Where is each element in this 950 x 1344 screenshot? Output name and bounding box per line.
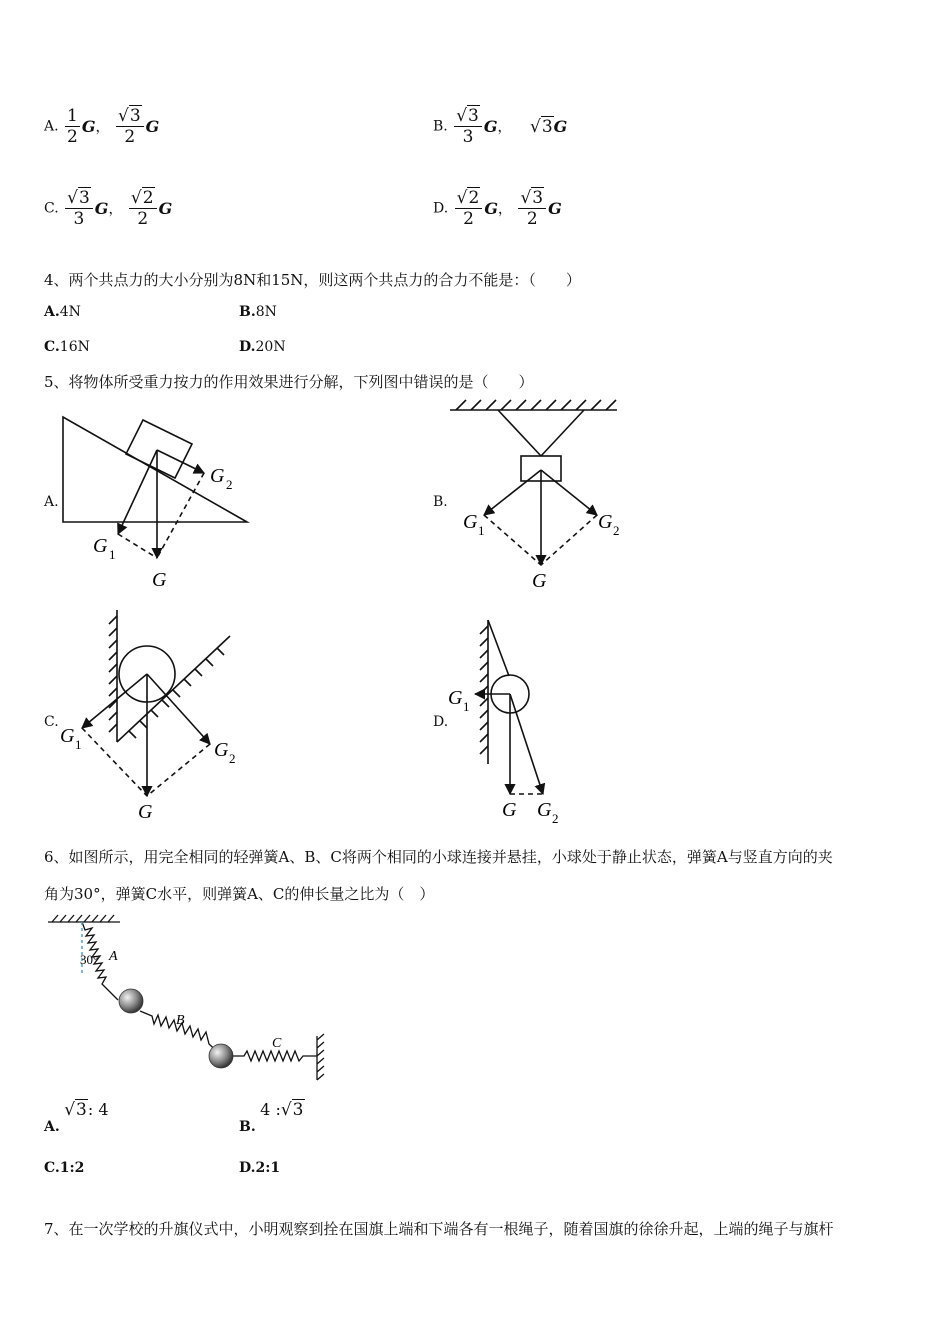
fraction: $\frac{√2}{2}$ [129, 188, 157, 229]
fraction: $\frac{√3}{3}$ [454, 106, 482, 147]
q4-stem: 4、两个共点力的大小分别为8N和15N，则这两个共点力的合力不能是：（ ） [44, 271, 581, 289]
svg-text:1: 1 [478, 523, 485, 538]
spring-c-label: C [272, 1036, 282, 1051]
fraction: $\frac{√3}{2}$ [116, 106, 144, 147]
variable-g: G [81, 117, 96, 136]
option-letter: D. [433, 200, 449, 217]
square-root: √3 [280, 1100, 304, 1120]
q4-option-c[interactable]: C.16N [44, 339, 90, 355]
q4-option-b[interactable]: B.8N [239, 304, 277, 320]
label-g1: G [448, 687, 463, 709]
label-g2: G [598, 511, 613, 533]
label-g1: G [60, 725, 75, 747]
label-g2: G [210, 465, 225, 487]
label-g: G [152, 569, 167, 591]
diagram-c-ball-wall-incline [82, 610, 230, 796]
q3-option-b[interactable]: B. $\frac{√3}{3}$ G， √3G [433, 106, 568, 147]
angle-label: 30° [80, 952, 99, 967]
q6-option-c[interactable]: C.1:2 [44, 1160, 85, 1176]
square-root: √3 [64, 1100, 87, 1120]
q6-stem-line1: 6、如图所示，用完全相同的轻弹簧A、B、C将两个相同的小球连接并悬挂，小球处于静止状态，弹簧A与竖直方向的夹 [44, 848, 833, 866]
variable-g: G [94, 199, 109, 218]
q4-option-a[interactable]: A.4N [44, 304, 81, 320]
variable-g: G [145, 117, 160, 136]
q5-option-a-label[interactable]: A. [44, 494, 59, 510]
q6-option-a[interactable]: A. √3: 4 [44, 1100, 109, 1135]
square-root: √3 [530, 116, 553, 137]
svg-text:1: 1 [75, 737, 82, 752]
fraction: $\frac{√3}{3}$ [65, 188, 93, 229]
variable-g: G [553, 117, 568, 136]
svg-text:1: 1 [109, 547, 116, 562]
q3-option-a[interactable]: A. $\frac{1}{2}$ G， $\frac{√3}{2}$ G [44, 106, 160, 147]
option-letter: C. [44, 200, 59, 217]
svg-text:2: 2 [613, 523, 620, 538]
q3-option-c[interactable]: C. $\frac{√3}{3}$ G， $\frac{√2}{2}$ G [44, 188, 173, 229]
q6-option-b[interactable]: B. 4 :√3 [239, 1100, 304, 1135]
q6-stem-line2: 角为30°，弹簧C水平，则弹簧A、C的伸长量之比为（ ） [44, 885, 435, 903]
variable-g: G [484, 199, 498, 218]
diagram-a-incline [63, 417, 247, 558]
q4-option-d[interactable]: D.20N [239, 339, 286, 355]
fraction: $\frac{1}{2}$ [67, 106, 78, 147]
label-g: G [138, 801, 153, 823]
spring-a-label: A [109, 949, 118, 964]
svg-text:1: 1 [463, 699, 470, 714]
option-letter: A. [44, 118, 59, 135]
label-g1: G [93, 535, 108, 557]
q3-option-d[interactable]: D. $\frac{√2}{2}$ G， $\frac{√3}{2}$ G [433, 188, 562, 229]
label-g: G [502, 799, 517, 821]
diagram-d-ball-on-wall [475, 620, 543, 794]
variable-g: G [158, 199, 173, 218]
label-g: G [532, 570, 547, 592]
q6-spring-diagram [40, 908, 340, 1088]
fraction: $\frac{√2}{2}$ [455, 188, 483, 229]
diagram-b-hanging-box [450, 400, 617, 565]
q5-option-c-label[interactable]: C. [44, 714, 59, 730]
q7-stem: 7、在一次学校的升旗仪式中，小明观察到拴在国旗上端和下端各有一根绳子，随着国旗的徐徐升起，上端的绳子与旗杆 [44, 1220, 834, 1238]
spring-b-label: B [176, 1013, 185, 1028]
variable-g: G [483, 117, 498, 136]
ball-lower [209, 1044, 233, 1068]
variable-g: G [548, 199, 562, 218]
label-g2: G [214, 739, 229, 761]
label-g1: G [463, 511, 478, 533]
svg-text:2: 2 [229, 751, 236, 766]
q5-stem: 5、将物体所受重力按力的作用效果进行分解，下列图中错误的是（ ） [44, 373, 534, 391]
q5-option-b-label[interactable]: B. [433, 494, 448, 510]
svg-text:2: 2 [226, 477, 233, 492]
q5-option-d-label[interactable]: D. [433, 714, 449, 730]
label-g2: G [537, 799, 552, 821]
svg-text:2: 2 [552, 811, 559, 826]
q6-option-d[interactable]: D.2:1 [239, 1160, 281, 1176]
ball-upper [119, 989, 143, 1013]
option-letter: B. [433, 118, 448, 135]
fraction: $\frac{√3}{2}$ [518, 188, 546, 229]
block [126, 420, 192, 478]
